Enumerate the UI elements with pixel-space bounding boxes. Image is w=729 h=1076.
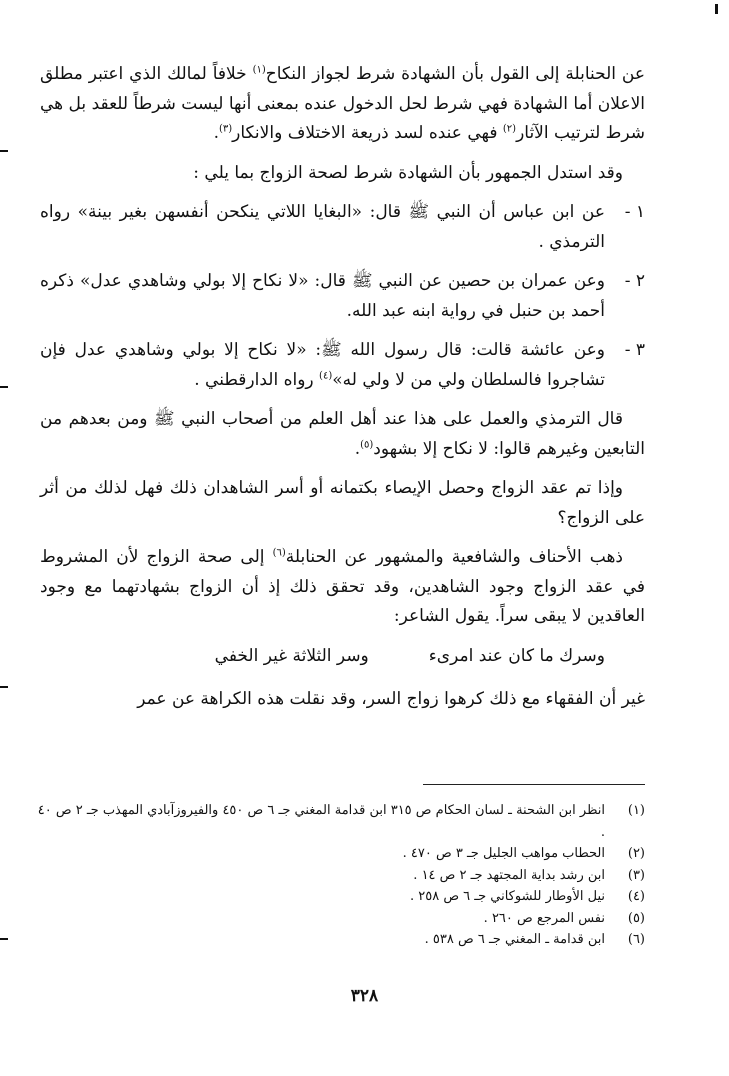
- edge-mark: [0, 150, 8, 152]
- footnote-text: ابن رشد بداية المجتهد جـ ٢ ص ١٤ .: [413, 867, 605, 883]
- poem-hemistich-second: وسر الثلاثة غير الخفي: [214, 645, 369, 666]
- footnote: [30, 908, 645, 930]
- list-item: [40, 198, 645, 257]
- footnote-number: (٥): [627, 910, 645, 926]
- footnote-text: ابن قدامة ـ المغني جـ ٦ ص ٥٣٨ .: [424, 932, 605, 947]
- edge-mark: [0, 938, 8, 940]
- list-number: ٣ -: [624, 340, 645, 360]
- paragraph: غير أن الفقهاء مع ذلك كرهوا زواج السر، وقد نقلت هذه الكراهة عن عمر: [137, 689, 645, 709]
- poem-hemistich-first: وسرك ما كان عند امرىء: [428, 645, 605, 666]
- footnote: [30, 800, 645, 843]
- footnote-text: انظر ابن الشحنة ـ لسان الحكام ص ٣١٥ ابن قدامة المغني جـ ٦ ص ٤٥٠ والفيروزآبادي المهذب جـ ٢ ص ٤٠ .: [37, 803, 605, 840]
- list-number: ١ -: [624, 202, 645, 222]
- footnote-number: (٦): [627, 932, 645, 947]
- footnotes: [30, 800, 645, 951]
- footnote-ref: (٦): [272, 547, 286, 559]
- footnote-text: الحطاب مواهب الجليل جـ ٣ ص ٤٧٠ .: [402, 846, 605, 861]
- footnote-ref: (١): [252, 64, 266, 76]
- footnote-number: (٣): [627, 867, 645, 883]
- list-text: وعن عمران بن حصين عن النبي ﷺ قال: «لا نكاح إلا بولي وشاهدي عدل» ذكره أحمد بن حنبل في رواية ابنه عبد الله.: [40, 271, 605, 321]
- poem-verse: [40, 642, 645, 672]
- footnote: [30, 886, 645, 908]
- paragraph: ذهب الأحناف والشافعية والمشهور عن الحنابلة$^{(٦)}$ إلى صحة الزواج لأن المشروط في عقد الزواج وجود الشاهدين، وقد تحقق ذلك إذ أن الزواج بشهادتهما مع وجود العاقدين لا يبقى سراً. يقول الشاعر:: [40, 547, 645, 626]
- paragraph: وإذا تم عقد الزواج وحصل الإيصاء بكتمانه أو أسر الشاهدان ذلك فهل لذلك من أثر على الزواج؟: [40, 478, 645, 528]
- paragraph: وقد استدل الجمهور بأن الشهادة شرط لصحة الزواج بما يلي :: [193, 162, 623, 183]
- list-text: وعن عائشة قالت: قال رسول الله ﷺ: «لا نكاح إلا بولي وشاهدي عدل فإن تشاجروا فالسلطان ولي من لا ولي له»$^{(٤)}$ رواه الدارقطني .: [40, 340, 605, 390]
- footnote-number: (٢): [627, 846, 645, 861]
- footnote-number: (١): [627, 803, 645, 818]
- footnote: [30, 843, 645, 865]
- footnote-ref: (٣): [218, 123, 233, 135]
- footnote-divider: [423, 784, 645, 785]
- edge-mark: [715, 4, 718, 14]
- paragraph: قال الترمذي والعمل على هذا عند أهل العلم من أصحاب النبي ﷺ ومن بعدهم من التابعين وغيرهم قالوا: لا نكاح إلا بشهود$^{(٥)}$.: [40, 409, 645, 459]
- edge-mark: [0, 686, 8, 688]
- list-item: [40, 336, 645, 395]
- list-text: عن ابن عباس أن النبي ﷺ قال: «البغايا اللاتي ينكحن أنفسهن بغير بينة» رواه الترمذي .: [40, 202, 605, 252]
- edge-mark: [0, 386, 8, 388]
- footnote-ref: (٤): [319, 369, 333, 381]
- footnote-text: نيل الأوطار للشوكاني جـ ٦ ص ٢٥٨ .: [409, 889, 605, 904]
- page-number: ٣٢٨: [350, 986, 379, 1006]
- footnote-text: نفس المرجع ص ٢٦٠ .: [483, 910, 605, 926]
- main-text: [40, 60, 645, 725]
- footnote-ref: (٥): [360, 438, 374, 450]
- footnote: [30, 929, 645, 951]
- footnote-ref: (٢): [502, 123, 517, 135]
- footnote: [30, 865, 645, 887]
- list-item: [40, 267, 645, 326]
- paragraph: عن الحنابلة إلى القول بأن الشهادة شرط لجواز النكاح$^{(١)}$ خلافاً لمالك الذي اعتبر مطلق الاعلان أما الشهادة فهي شرط لحل الدخول عنده بمعنى أنها ليست شرطاً للعقد بل هي شرط لترتيب الآثار$^{(٢)}$ فهي عنده لسد ذريعة الاختلاف والانكار$^{(٣)}$.: [40, 64, 645, 143]
- list-number: ٢ -: [624, 271, 645, 291]
- footnote-number: (٤): [627, 889, 645, 904]
